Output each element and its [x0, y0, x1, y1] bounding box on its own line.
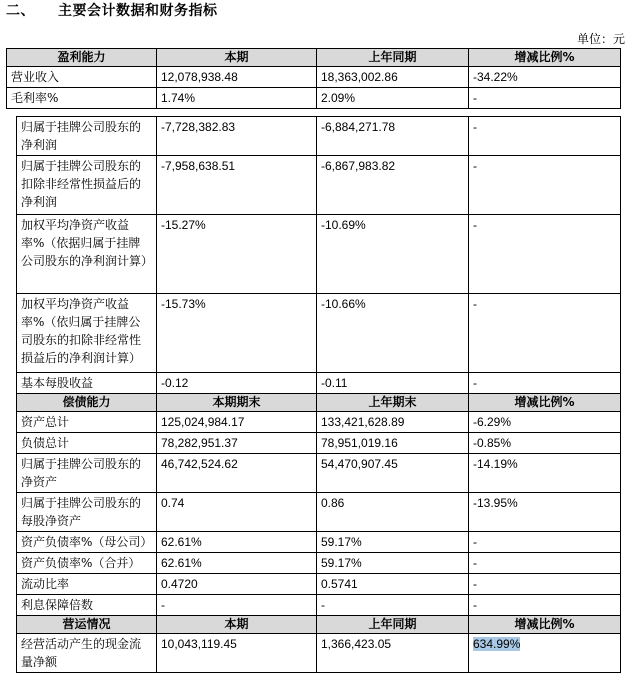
table-row — [17, 574, 621, 595]
current-value: -0.12 — [157, 373, 317, 394]
prior-value: 1,366,423.05 — [317, 634, 469, 673]
header-cell: 本期 — [157, 49, 317, 67]
row-label: 归属于挂牌公司股东的每股净资产 — [17, 493, 157, 532]
change-value: - — [469, 595, 621, 616]
table-row — [17, 215, 621, 294]
table-row — [17, 412, 621, 433]
row-label: 加权平均净资产收益率%（依归属于挂牌公司股东的扣除非经常性损益后的净利润计算） — [17, 294, 157, 373]
row-label: 归属于挂牌公司股东的净利润 — [17, 117, 157, 156]
change-value: - — [469, 294, 621, 373]
table-row — [17, 156, 621, 215]
change-value: - — [469, 373, 621, 394]
current-value: -7,728,382.83 — [157, 117, 317, 156]
row-label: 资产负债率%（合并） — [17, 553, 157, 574]
unit-label: 单位：元 — [576, 32, 625, 46]
change-value — [469, 634, 621, 673]
current-value: -15.73% — [157, 294, 317, 373]
prior-value: 0.86 — [317, 493, 469, 532]
prior-value: -10.66% — [317, 294, 469, 373]
prior-value: 54,470,907.45 — [317, 454, 469, 493]
header-cell: 本期 — [157, 616, 317, 634]
current-value: 0.4720 — [157, 574, 317, 595]
table-row — [17, 595, 621, 616]
current-value: 0.74 — [157, 493, 317, 532]
header-cell: 上年期末 — [317, 394, 469, 412]
current-value: 46,742,524.62 — [157, 454, 317, 493]
solvency-header-row — [17, 394, 621, 412]
prior-value: 78,951,019.16 — [317, 433, 469, 454]
change-value: -6.29% — [469, 412, 621, 433]
section-number: 二、 — [6, 3, 35, 19]
prior-value: 0.5741 — [317, 574, 469, 595]
prior-value: - — [317, 595, 469, 616]
table-row — [17, 433, 621, 454]
row-label: 营业收入 — [7, 67, 157, 88]
row-label: 资产总计 — [17, 412, 157, 433]
table-row — [17, 553, 621, 574]
current-value: 1.74% — [157, 88, 317, 109]
header-cell: 营运情况 — [17, 616, 157, 634]
row-label: 经营活动产生的现金流量净额 — [17, 634, 157, 673]
change-value: - — [469, 88, 621, 109]
table-row — [17, 532, 621, 553]
row-label: 基本每股收益 — [17, 373, 157, 394]
prior-value: 18,363,002.86 — [317, 67, 469, 88]
table-row — [17, 493, 621, 532]
change-value: - — [469, 532, 621, 553]
change-value: -0.85% — [469, 433, 621, 454]
row-label: 利息保障倍数 — [17, 595, 157, 616]
change-value: - — [469, 156, 621, 215]
header-cell: 盈利能力 — [7, 49, 157, 67]
row-label: 毛利率% — [7, 88, 157, 109]
current-value: 125,024,984.17 — [157, 412, 317, 433]
header-cell: 上年同期 — [317, 49, 469, 67]
table-row — [17, 294, 621, 373]
prior-value: 2.09% — [317, 88, 469, 109]
prior-value: -6,867,983.82 — [317, 156, 469, 215]
change-value: - — [469, 553, 621, 574]
prior-value: -0.11 — [317, 373, 469, 394]
prior-value: 59.17% — [317, 553, 469, 574]
table-row — [7, 67, 621, 88]
row-label: 加权平均净资产收益率%（依据归属于挂牌公司股东的净利润计算） — [17, 215, 157, 294]
current-value: - — [157, 595, 317, 616]
current-value: 62.61% — [157, 553, 317, 574]
current-value: 10,043,119.45 — [157, 634, 317, 673]
prior-value: -10.69% — [317, 215, 469, 294]
change-value: -34.22% — [469, 67, 621, 88]
prior-value: 59.17% — [317, 532, 469, 553]
prior-value: -6,884,271.78 — [317, 117, 469, 156]
header-cell: 增减比例% — [469, 394, 621, 412]
highlighted-change-value: 634.99% — [473, 637, 521, 651]
financial-indicators-table — [16, 116, 621, 673]
table-row — [7, 88, 621, 109]
row-label: 资产负债率%（母公司） — [17, 532, 157, 553]
header-cell: 偿债能力 — [17, 394, 157, 412]
profit-summary-table — [6, 48, 621, 109]
row-label: 归属于挂牌公司股东的扣除非经常性损益后的净利润 — [17, 156, 157, 215]
current-value: 62.61% — [157, 532, 317, 553]
table-row — [17, 117, 621, 156]
header-cell: 增减比例% — [469, 49, 621, 67]
header-cell: 上年同期 — [317, 616, 469, 634]
header-cell: 本期期末 — [157, 394, 317, 412]
change-value: -13.95% — [469, 493, 621, 532]
operation-header-row — [17, 616, 621, 634]
row-label: 归属于挂牌公司股东的净资产 — [17, 454, 157, 493]
prior-value: 133,421,628.89 — [317, 412, 469, 433]
current-value: -7,958,638.51 — [157, 156, 317, 215]
table-row — [17, 454, 621, 493]
change-value: - — [469, 574, 621, 595]
table-row — [17, 634, 621, 673]
row-label: 流动比率 — [17, 574, 157, 595]
change-value: - — [469, 215, 621, 294]
header-cell: 增减比例% — [469, 616, 621, 634]
change-value: - — [469, 117, 621, 156]
profit-header-row — [7, 49, 621, 67]
table-row — [17, 373, 621, 394]
section-title: 主要会计数据和财务指标 — [58, 3, 218, 19]
change-value: -14.19% — [469, 454, 621, 493]
row-label: 负债总计 — [17, 433, 157, 454]
current-value: 12,078,938.48 — [157, 67, 317, 88]
section-heading — [6, 0, 218, 20]
current-value: 78,282,951.37 — [157, 433, 317, 454]
current-value: -15.27% — [157, 215, 317, 294]
